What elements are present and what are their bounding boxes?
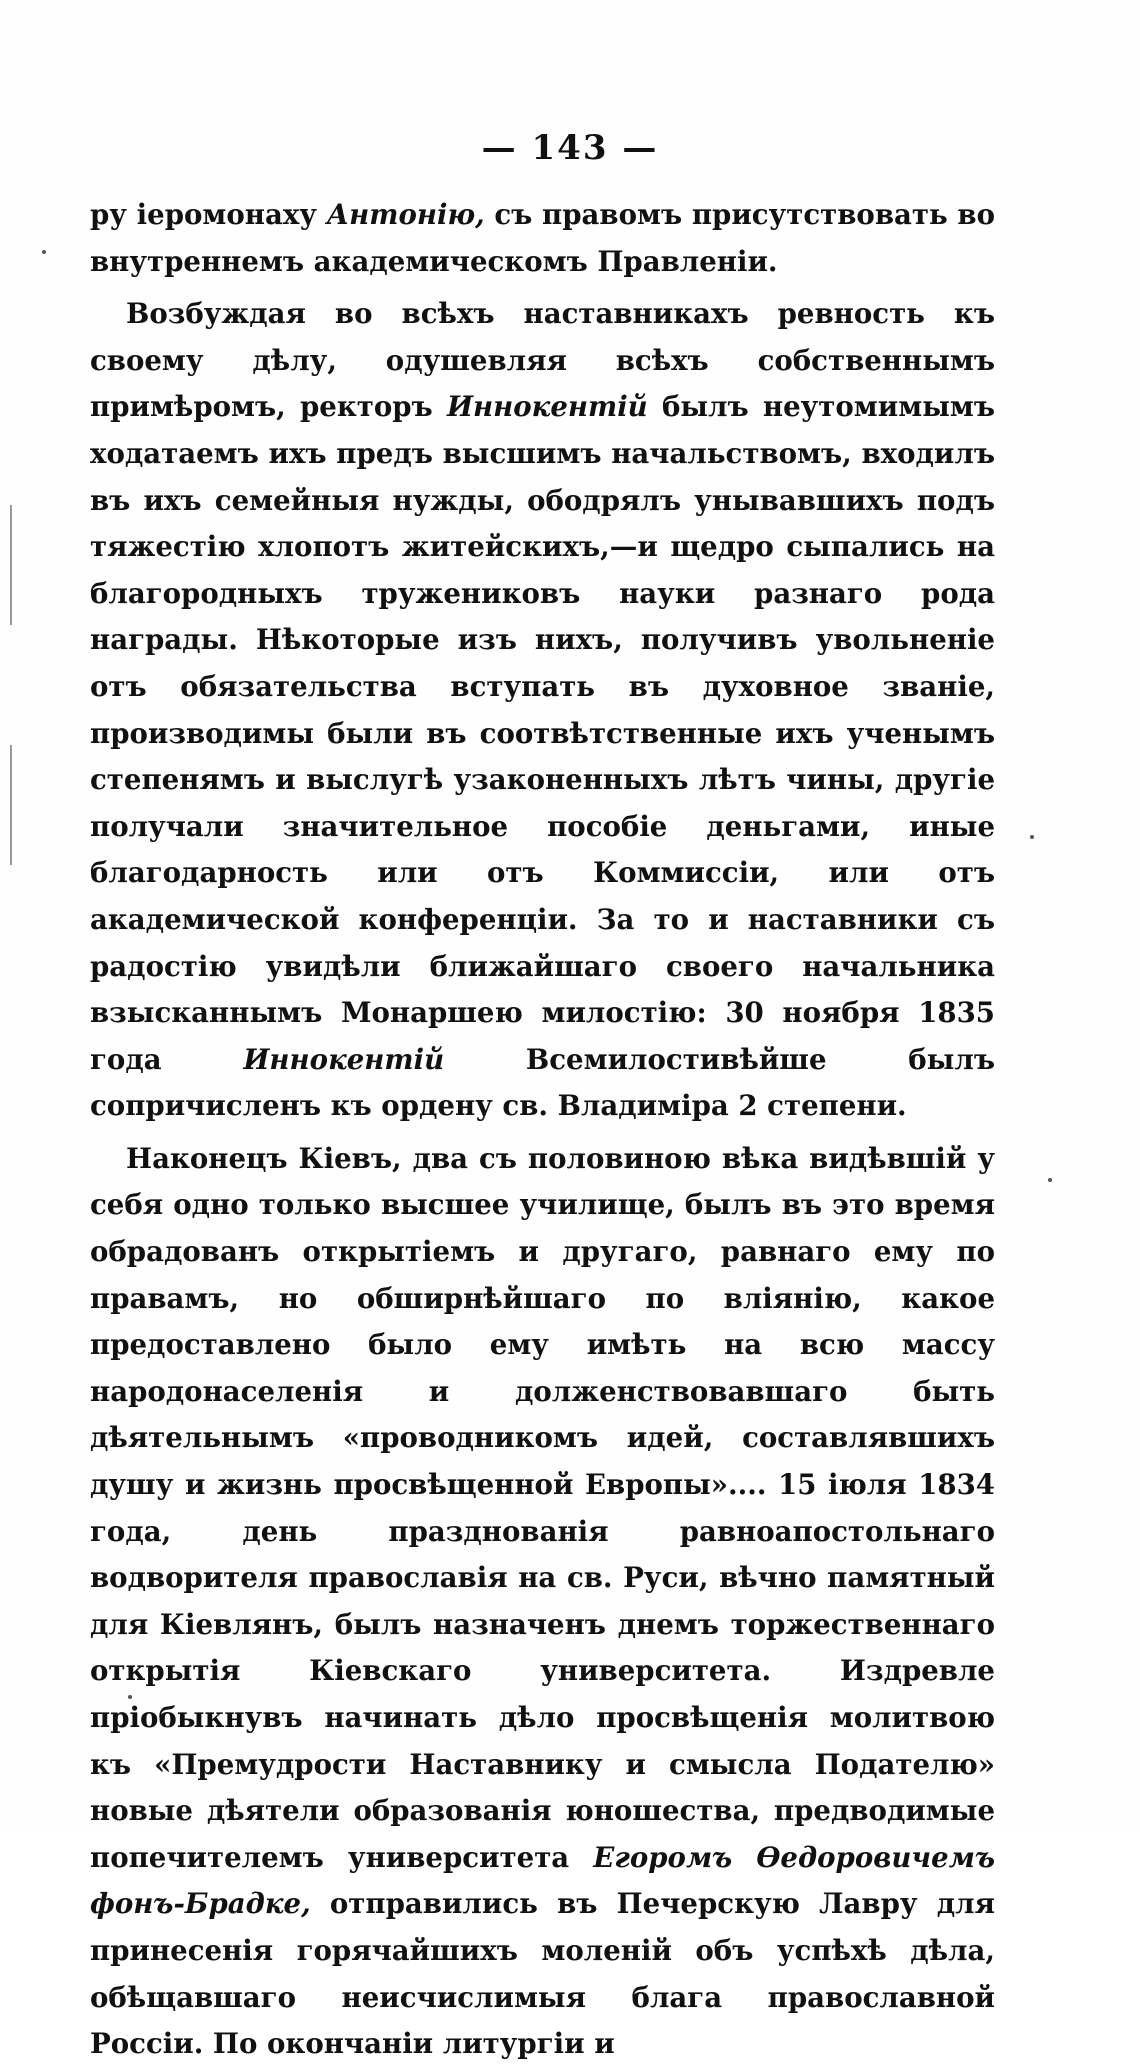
margin-scan-dot bbox=[1048, 1178, 1052, 1182]
page-number: — 143 — bbox=[481, 128, 659, 168]
margin-scan-dot bbox=[1030, 835, 1034, 839]
text-segment: Всемилостивѣйше былъ сопричисленъ къ ордену св. Владиміра 2 степени. bbox=[90, 1042, 995, 1123]
paragraph bbox=[90, 291, 995, 1130]
italic-text-segment: Иннокентій bbox=[446, 390, 648, 424]
paragraph bbox=[90, 1136, 995, 2068]
italic-text-segment: Антонію, bbox=[326, 198, 485, 231]
margin-scan-line bbox=[10, 505, 12, 625]
text-segment: съ правомъ присутствовать во внутреннемъ академическомъ Правленіи. bbox=[90, 198, 995, 278]
text-segment: былъ неутомимымъ ходатаемъ ихъ предъ высшимъ начальствомъ, входилъ въ ихъ семейныя нужды, ободрялъ унывавшихъ подъ тяжестію хлопотъ житейскихъ,—и щедро сыпались на благородныхъ тружениковъ науки разнаго рода награды. Нѣкоторые изъ нихъ, получивъ увольненіе отъ обязательства вступать въ духовное званіе, производимы были въ соотвѣтственные ихъ ученымъ степенямъ и выслугѣ узаконенныхъ лѣтъ чины, другіе получали значительное пособіе деньгами, иные благодарность или отъ Коммиссіи, или отъ академической конференціи. За то и наставники съ радостію увидѣли ближайшаго своего начальника взысканнымъ Монаршею милостію: 30 ноября 1835 года bbox=[90, 390, 995, 1076]
margin-scan-dot bbox=[42, 250, 46, 254]
italic-text-segment: Иннокентій bbox=[243, 1042, 445, 1076]
body-text bbox=[90, 192, 995, 2068]
italic-text-segment: Егоромъ Ѳедоровичемъ фонъ-Брадке, bbox=[90, 1840, 996, 1921]
text-segment: ру іеромонаху bbox=[90, 198, 327, 231]
text-segment: Наконецъ Кіевъ, два съ половиною вѣка видѣвшій у себя одно только высшее училище, былъ въ это время обрадованъ открытіемъ и другаго, равнаго ему по правамъ, но обширнѣйшаго по вліянію, какое предоставлено было ему имѣть на всю массу народонаселенія и долженствовавшаго быть дѣятельнымъ «проводникомъ идей, составлявшихъ душу и жизнь просвѣщенной Европы».... 15 іюля 1834 года, день празднованія равноапостольнаго водворителя православія на св. Руси, вѣчно памятный для Кіевлянъ, былъ назначенъ днемъ торжественнаго открытія Кіевскаго университета. Издревле пріобыкнувъ начинать дѣло просвѣщенія молитвою къ «Премудрости Наставнику и смысла Подателю» новые дѣятели образованія юношества, предводимые попечителемъ университета bbox=[90, 1141, 995, 1874]
margin-scan-dot bbox=[128, 1695, 132, 1699]
text-segment: отправились въ Печерскую Лавру для принесенія горячайшихъ моленій объ успѣхѣ дѣла, обѣщавшаго неисчислимыя блага православной Россіи. По окончаніи литургіи и bbox=[90, 1887, 995, 2061]
text-segment: Возбуждая во всѣхъ наставникахъ ревность къ своему дѣлу, одушевляя всѣхъ собственнымъ примѣромъ, ректоръ bbox=[90, 297, 995, 424]
margin-scan-line bbox=[10, 745, 12, 865]
paragraph bbox=[90, 192, 995, 285]
